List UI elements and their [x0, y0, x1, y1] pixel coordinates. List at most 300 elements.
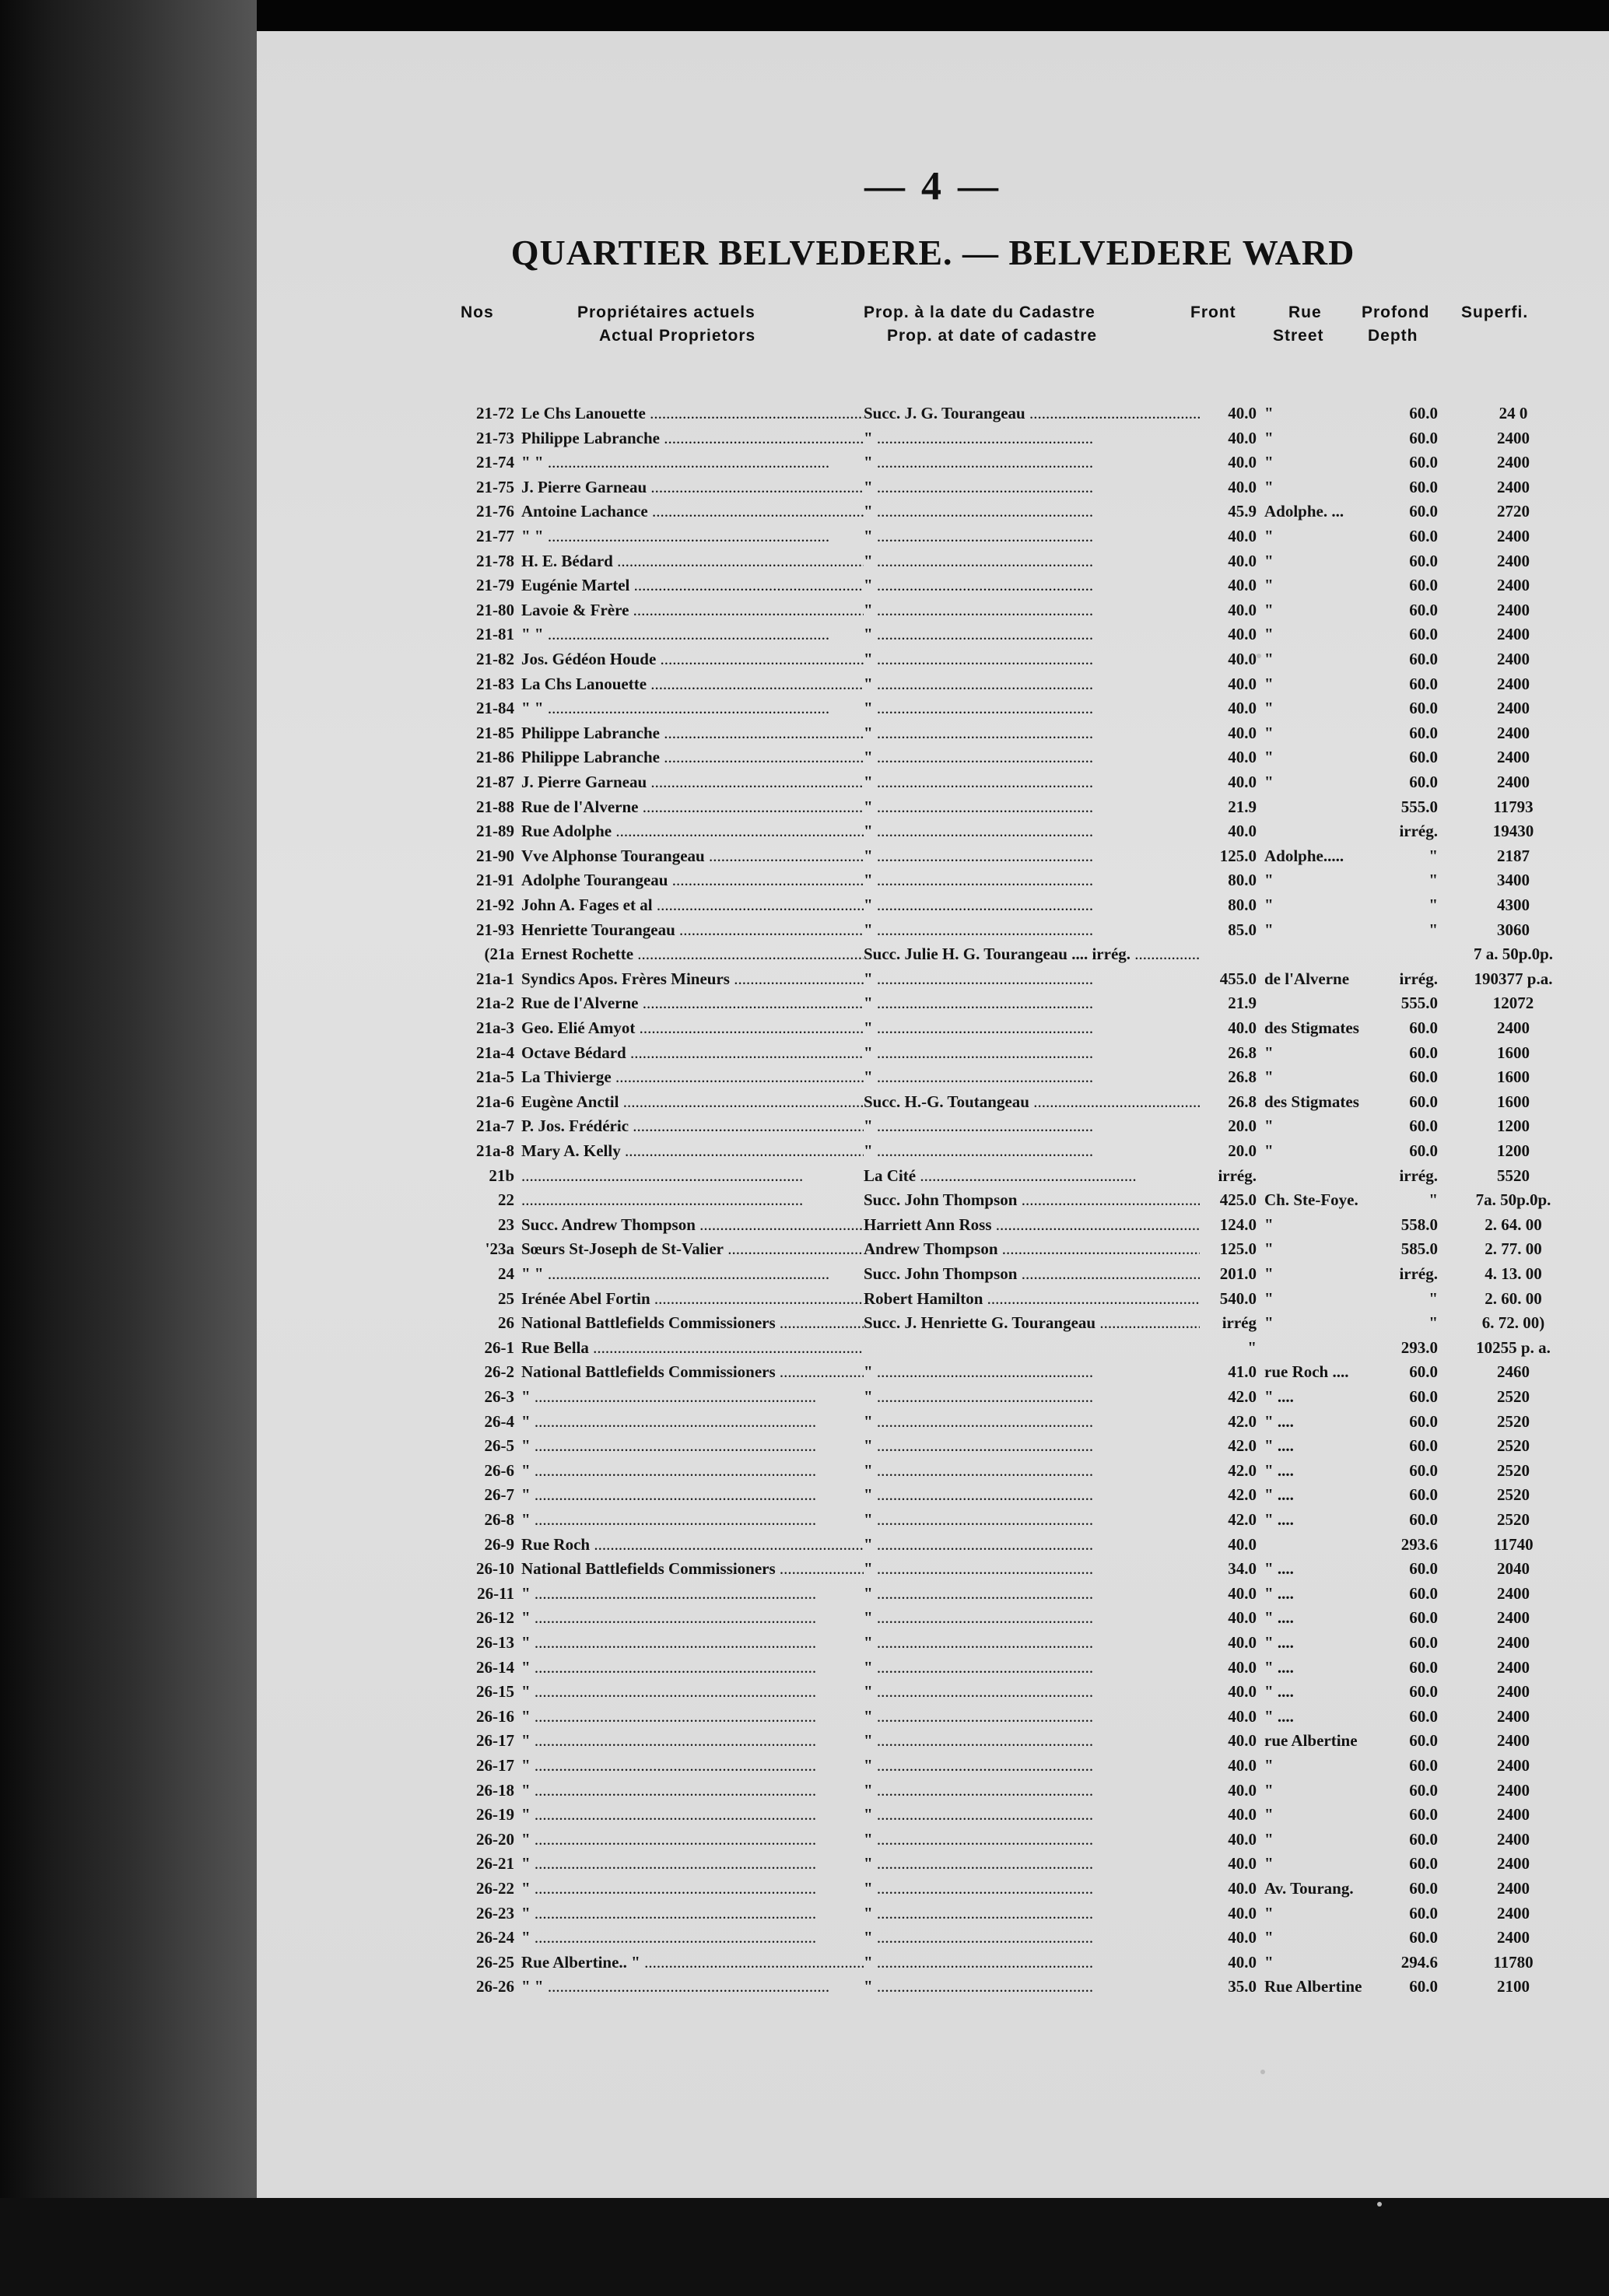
surface-area: 2520: [1497, 1460, 1530, 1480]
lot-number: 26-9: [484, 1534, 514, 1554]
front-measure: 26.8: [1228, 1043, 1257, 1062]
front-measure: 40.0: [1228, 822, 1257, 841]
table-row: [257, 1164, 1609, 1188]
front-measure: 40.0: [1228, 551, 1257, 570]
front-measure: 40.0: [1228, 723, 1257, 742]
street-name: ": [1264, 527, 1274, 545]
depth-measure: 60.0: [1409, 1460, 1438, 1480]
current-owner: " " .....: [521, 1975, 864, 1999]
current-owner: Sœurs St-Joseph de St-Valier .....: [521, 1237, 864, 1261]
cadastre-owner: " .....: [864, 1926, 1200, 1950]
lot-number: 26-1: [484, 1337, 514, 1357]
current-owner: Rue de l'Alverne .....: [521, 991, 864, 1015]
cadastre-owner: La Cité .....: [864, 1164, 1200, 1188]
surface-area: 2. 77. 00: [1485, 1239, 1542, 1259]
current-owner: " .....: [521, 1729, 864, 1753]
cadastre-owner: " .....: [864, 1041, 1200, 1065]
lot-number: 21-91: [476, 871, 514, 890]
front-measure: 540.0: [1219, 1288, 1257, 1308]
table-row: [257, 1213, 1609, 1237]
lot-number: 21-74: [476, 453, 514, 472]
current-owner: Irénée Abel Fortin .....: [521, 1287, 864, 1311]
lot-number: 26-3: [484, 1387, 514, 1406]
cadastre-owner: Succ. Julie H. G. Tourangeau .... irrég. .....: [864, 942, 1200, 966]
lot-number: 23: [498, 1215, 514, 1234]
cadastre-owner: " .....: [864, 721, 1200, 745]
table-row: [257, 819, 1609, 843]
table-row: [257, 918, 1609, 942]
surface-area: 2520: [1497, 1485, 1530, 1505]
surface-area: 11793: [1493, 797, 1534, 816]
lot-number: 21-93: [476, 920, 514, 939]
table-row: [257, 1606, 1609, 1630]
front-measure: 40.0: [1228, 1018, 1257, 1037]
lot-number: (21a: [484, 945, 514, 964]
current-owner: Lavoie & Frère .....: [521, 598, 864, 622]
street-name: " ....: [1264, 1559, 1294, 1579]
table-row: [257, 1631, 1609, 1655]
lot-number: 21-84: [476, 699, 514, 718]
depth-measure: 60.0: [1409, 1633, 1438, 1652]
current-owner: Octave Bédard .....: [521, 1041, 864, 1065]
front-measure: 34.0: [1228, 1559, 1257, 1579]
table-row: [257, 1410, 1609, 1434]
street-name: " ....: [1264, 1633, 1294, 1652]
depth-measure: 60.0: [1409, 699, 1438, 718]
table-row: [257, 1336, 1609, 1360]
street-name: " ....: [1264, 1411, 1294, 1431]
current-owner: Geo. Elié Amyot .....: [521, 1016, 864, 1040]
scan-speck: [1377, 2202, 1382, 2207]
depth-measure: 558.0: [1400, 1215, 1438, 1234]
table-row: [257, 745, 1609, 769]
current-owner: Syndics Apos. Frères Mineurs .....: [521, 967, 864, 991]
front-measure: 40.0: [1228, 1706, 1257, 1726]
surface-area: 2520: [1497, 1510, 1530, 1529]
lot-number: 26-20: [476, 1829, 514, 1849]
street-name: ": [1264, 1313, 1274, 1333]
surface-area: 11780: [1493, 1952, 1534, 1972]
surface-area: 2400: [1497, 1879, 1530, 1898]
lot-number: 21a-8: [476, 1141, 514, 1160]
header-nos: Nos: [461, 303, 494, 321]
street-name: ": [1264, 1141, 1274, 1160]
depth-measure: irrég.: [1399, 969, 1438, 988]
depth-measure: 60.0: [1409, 1682, 1438, 1702]
front-measure: 40.0: [1228, 477, 1257, 496]
depth-measure: 60.0: [1409, 1583, 1438, 1603]
current-owner: Eugène Anctil .....: [521, 1090, 864, 1114]
lot-number: 21-92: [476, 896, 514, 914]
current-owner: Philippe Labranche .....: [521, 426, 864, 450]
depth-measure: 60.0: [1409, 1362, 1438, 1382]
current-owner: " .....: [521, 1877, 864, 1901]
cadastre-owner: " .....: [864, 1410, 1200, 1434]
lot-number: 26: [498, 1313, 514, 1333]
lot-number: 21-72: [476, 404, 514, 422]
depth-measure: 60.0: [1409, 1780, 1438, 1800]
cadastre-owner: " .....: [864, 1114, 1200, 1138]
surface-area: 2400: [1497, 1805, 1530, 1825]
front-measure: ": [1247, 1337, 1257, 1357]
cadastre-owner: " .....: [864, 1016, 1200, 1040]
street-name: ": [1264, 699, 1274, 718]
table-row: [257, 1729, 1609, 1753]
lot-number: 21-87: [476, 773, 514, 791]
table-row: [257, 475, 1609, 500]
lot-number: 26-7: [484, 1485, 514, 1505]
current-owner: Rue Bella .....: [521, 1336, 864, 1360]
table-row: [257, 1557, 1609, 1581]
current-owner: Ernest Rochette .....: [521, 942, 864, 966]
front-measure: 40.0: [1228, 625, 1257, 644]
front-measure: 41.0: [1228, 1362, 1257, 1382]
street-name: ": [1264, 625, 1274, 644]
current-owner: J. Pierre Garneau .....: [521, 770, 864, 794]
front-measure: 40.0: [1228, 1780, 1257, 1800]
surface-area: 190377 p.a.: [1474, 969, 1553, 988]
table-row: [257, 991, 1609, 1015]
depth-measure: 60.0: [1409, 1756, 1438, 1775]
cadastre-owner: " .....: [864, 967, 1200, 991]
current-owner: National Battlefields Commissioners .....: [521, 1311, 864, 1335]
cadastre-owner: " .....: [864, 1828, 1200, 1852]
cadastre-owner: " .....: [864, 1779, 1200, 1803]
cadastre-owner: " .....: [864, 1852, 1200, 1876]
cadastre-owner: " .....: [864, 1975, 1200, 1999]
depth-measure: irrég.: [1399, 822, 1438, 841]
cadastre-owner: " .....: [864, 426, 1200, 450]
front-measure: 40.0: [1228, 1682, 1257, 1702]
lot-number: 26-22: [476, 1879, 514, 1898]
street-name: ": [1264, 871, 1274, 890]
surface-area: 2400: [1497, 551, 1530, 570]
current-owner: J. Pierre Garneau .....: [521, 475, 864, 500]
header-depth-fr: Profond: [1362, 303, 1430, 321]
table-row: [257, 967, 1609, 991]
header-prop-fr: Prop. à la date du Cadastre: [864, 303, 1095, 321]
surface-area: 1200: [1497, 1141, 1530, 1160]
table-row: [257, 1828, 1609, 1852]
lot-number: 21-76: [476, 502, 514, 521]
cadastre-owner: " .....: [864, 770, 1200, 794]
surface-area: 2400: [1497, 1018, 1530, 1037]
current-owner: " .....: [521, 1902, 864, 1926]
front-measure: 124.0: [1219, 1215, 1257, 1234]
depth-measure: 60.0: [1409, 625, 1438, 644]
current-owner: " .....: [521, 1410, 864, 1434]
lot-number: 26-18: [476, 1780, 514, 1800]
depth-measure: 60.0: [1409, 1510, 1438, 1529]
lot-number: 21a-4: [476, 1043, 514, 1062]
current-owner: " .....: [521, 1606, 864, 1630]
street-name: " ....: [1264, 1510, 1294, 1529]
table-row: [257, 1434, 1609, 1458]
depth-measure: 60.0: [1409, 1387, 1438, 1406]
cadastre-owner: " .....: [864, 1459, 1200, 1483]
front-measure: 425.0: [1219, 1190, 1257, 1210]
table-row: [257, 1090, 1609, 1114]
front-measure: 40.0: [1228, 428, 1257, 447]
depth-measure: 60.0: [1409, 1018, 1438, 1037]
table-row: [257, 721, 1609, 745]
cadastre-owner: " .....: [864, 844, 1200, 868]
current-owner: Philippe Labranche .....: [521, 745, 864, 769]
front-measure: 21.9: [1228, 797, 1257, 816]
surface-area: 4. 13. 00: [1485, 1264, 1542, 1283]
lot-number: 26-17: [476, 1731, 514, 1751]
front-measure: 80.0: [1228, 871, 1257, 890]
table-row: [257, 770, 1609, 794]
cadastre-owner: Harriett Ann Ross .....: [864, 1213, 1200, 1237]
lot-number: 26-12: [476, 1608, 514, 1628]
cadastre-owner: " .....: [864, 1680, 1200, 1704]
cadastre-owner: Succ. John Thompson .....: [864, 1188, 1200, 1212]
lot-number: 21-90: [476, 846, 514, 865]
depth-measure: 293.6: [1400, 1534, 1438, 1554]
surface-area: 2400: [1497, 1682, 1530, 1702]
surface-area: 2400: [1497, 1706, 1530, 1726]
depth-measure: ": [1428, 846, 1438, 865]
depth-measure: 60.0: [1409, 1657, 1438, 1677]
depth-measure: 555.0: [1400, 797, 1438, 816]
lot-number: 24: [498, 1264, 514, 1283]
cadastre-owner: " .....: [864, 1902, 1200, 1926]
depth-measure: 60.0: [1409, 1043, 1438, 1062]
current-owner: " .....: [521, 1803, 864, 1827]
front-measure: 42.0: [1228, 1510, 1257, 1529]
front-measure: 85.0: [1228, 920, 1257, 939]
table-row: [257, 1385, 1609, 1409]
cadastre-owner: " .....: [864, 475, 1200, 500]
front-measure: 40.0: [1228, 1633, 1257, 1652]
cadastre-owner: Succ. J. Henriette G. Tourangeau .....: [864, 1311, 1200, 1335]
current-owner: " .....: [521, 1582, 864, 1606]
cadastre-owner: " .....: [864, 991, 1200, 1015]
lot-number: 21-75: [476, 477, 514, 496]
front-measure: 26.8: [1228, 1092, 1257, 1111]
street-name: ": [1264, 1780, 1274, 1800]
depth-measure: ": [1428, 1288, 1438, 1308]
depth-measure: 60.0: [1409, 502, 1438, 521]
page-number: — 4 —: [864, 164, 1001, 209]
front-measure: 40.0: [1228, 600, 1257, 619]
surface-area: 12072: [1492, 994, 1534, 1013]
cadastre-owner: " .....: [864, 1803, 1200, 1827]
street-name: ": [1264, 723, 1274, 742]
table-row: [257, 401, 1609, 426]
cadastre-owner: " .....: [864, 622, 1200, 647]
table-row: [257, 868, 1609, 892]
front-measure: 40.0: [1228, 1854, 1257, 1874]
front-measure: irrég.: [1218, 1166, 1257, 1185]
current-owner: " .....: [521, 1828, 864, 1852]
table-row: [257, 1852, 1609, 1876]
street-name: Adolphe. ...: [1264, 502, 1344, 521]
surface-area: 2400: [1497, 1633, 1530, 1652]
table-row: [257, 893, 1609, 917]
street-name: ": [1264, 1805, 1274, 1825]
current-owner: La Thivierge .....: [521, 1065, 864, 1089]
header-street-fr: Rue: [1288, 303, 1322, 321]
table-row: [257, 1311, 1609, 1335]
current-owner: National Battlefields Commissioners .....: [521, 1360, 864, 1384]
surface-area: 2400: [1497, 625, 1530, 644]
cadastre-owner: " .....: [864, 1877, 1200, 1901]
current-owner: H. E. Bédard .....: [521, 549, 864, 573]
depth-measure: 60.0: [1409, 1411, 1438, 1431]
surface-area: 2400: [1497, 1854, 1530, 1874]
table-row: [257, 1262, 1609, 1286]
table-row: [257, 1114, 1609, 1138]
table-row: [257, 1680, 1609, 1704]
surface-area: 2400: [1497, 773, 1530, 791]
lot-number: 21-83: [476, 674, 514, 693]
cadastre-owner: " .....: [864, 1483, 1200, 1507]
cadastre-owner: " .....: [864, 1434, 1200, 1458]
surface-area: 2520: [1497, 1387, 1530, 1406]
lot-number: 21-77: [476, 527, 514, 545]
table-row: [257, 1508, 1609, 1532]
cadastre-owner: " .....: [864, 450, 1200, 475]
header-street-en: Street: [1273, 327, 1324, 345]
front-measure: 45.9: [1228, 502, 1257, 521]
cadastre-owner: " .....: [864, 1729, 1200, 1753]
table-row: [257, 672, 1609, 696]
depth-measure: ": [1428, 871, 1438, 890]
street-name: ": [1264, 551, 1274, 570]
table-row: [257, 1041, 1609, 1065]
surface-area: 2400: [1497, 1903, 1530, 1923]
scan-border-bottom: [0, 2198, 1609, 2296]
table-row: [257, 1902, 1609, 1926]
cadastre-owner: " .....: [864, 795, 1200, 819]
depth-measure: 60.0: [1409, 600, 1438, 619]
lot-number: 21a-7: [476, 1116, 514, 1136]
street-name: rue Roch ....: [1264, 1362, 1349, 1382]
street-name: ": [1264, 1903, 1274, 1923]
table-row: [257, 1483, 1609, 1507]
lot-number: 21-73: [476, 428, 514, 447]
table-row: [257, 450, 1609, 475]
table-row: [257, 573, 1609, 598]
surface-area: 10255 p. a.: [1476, 1337, 1551, 1357]
front-measure: 40.0: [1228, 1903, 1257, 1923]
depth-measure: 60.0: [1409, 1092, 1438, 1111]
street-name: ": [1264, 600, 1274, 619]
street-name: ": [1264, 1043, 1274, 1062]
lot-number: 21-80: [476, 600, 514, 619]
lot-number: 21-89: [476, 822, 514, 841]
current-owner: National Battlefields Commissioners .....: [521, 1557, 864, 1581]
depth-measure: 60.0: [1409, 551, 1438, 570]
street-name: ": [1264, 1215, 1274, 1234]
table-row: [257, 1065, 1609, 1089]
front-measure: 21.9: [1228, 994, 1257, 1013]
street-name: Ch. Ste-Foye.: [1264, 1190, 1358, 1210]
street-name: " ....: [1264, 1485, 1294, 1505]
depth-measure: ": [1428, 1313, 1438, 1333]
table-row: [257, 844, 1609, 868]
street-name: " ....: [1264, 1608, 1294, 1628]
street-name: rue Albertine: [1264, 1731, 1358, 1751]
surface-area: 2400: [1497, 1756, 1530, 1775]
table-row: [257, 1779, 1609, 1803]
lot-number: 26-17: [476, 1756, 514, 1775]
current-owner: Succ. Andrew Thompson .....: [521, 1213, 864, 1237]
surface-area: 2400: [1497, 527, 1530, 545]
street-name: Rue Albertine: [1264, 1977, 1362, 1996]
current-owner: John A. Fages et al .....: [521, 893, 864, 917]
current-owner: " .....: [521, 1434, 864, 1458]
cadastre-owner: " .....: [864, 573, 1200, 598]
surface-area: 11740: [1493, 1534, 1534, 1554]
front-measure: 42.0: [1228, 1485, 1257, 1505]
current-owner: Antoine Lachance .....: [521, 500, 864, 524]
lot-number: 21-86: [476, 748, 514, 767]
street-name: Av. Tourang.: [1264, 1879, 1354, 1898]
cadastre-owner: " .....: [864, 524, 1200, 549]
current-owner: [521, 1188, 864, 1212]
current-owner: Henriette Tourangeau .....: [521, 918, 864, 942]
surface-area: 1200: [1497, 1116, 1530, 1136]
front-measure: 42.0: [1228, 1387, 1257, 1406]
current-owner: Philippe Labranche .....: [521, 721, 864, 745]
depth-measure: 60.0: [1409, 773, 1438, 791]
table-row: [257, 1016, 1609, 1040]
cadastre-owner: " .....: [864, 647, 1200, 671]
surface-area: 2720: [1497, 502, 1530, 521]
front-measure: 40.0: [1228, 674, 1257, 693]
lot-number: 26-10: [476, 1559, 514, 1579]
front-measure: 40.0: [1228, 1805, 1257, 1825]
surface-area: 1600: [1497, 1092, 1530, 1111]
street-name: ": [1264, 477, 1274, 496]
street-name: ": [1264, 1854, 1274, 1874]
front-measure: 35.0: [1228, 1977, 1257, 1996]
cadastre-owner: " .....: [864, 696, 1200, 720]
depth-measure: 60.0: [1409, 1805, 1438, 1825]
street-name: ": [1264, 428, 1274, 447]
lot-number: 26-5: [484, 1436, 514, 1456]
front-measure: 40.0: [1228, 527, 1257, 545]
current-owner: Rue Roch .....: [521, 1533, 864, 1557]
lot-number: 21a-5: [476, 1067, 514, 1087]
surface-area: 2400: [1497, 1928, 1530, 1947]
cadastre-owner: " .....: [864, 819, 1200, 843]
lot-number: 26-25: [476, 1952, 514, 1972]
front-measure: 40.0: [1228, 1731, 1257, 1751]
lot-number: 25: [498, 1288, 514, 1308]
front-measure: 40.0: [1228, 1756, 1257, 1775]
table-row: [257, 1533, 1609, 1557]
table-row: [257, 1582, 1609, 1606]
current-owner: " .....: [521, 1459, 864, 1483]
cadastre-owner: " .....: [864, 1557, 1200, 1581]
depth-measure: 60.0: [1409, 1829, 1438, 1849]
table-row: [257, 1360, 1609, 1384]
depth-measure: 60.0: [1409, 1141, 1438, 1160]
street-name: ": [1264, 1829, 1274, 1849]
table-row: [257, 1188, 1609, 1212]
depth-measure: 60.0: [1409, 1903, 1438, 1923]
depth-measure: 60.0: [1409, 1879, 1438, 1898]
surface-area: 2400: [1497, 748, 1530, 767]
current-owner: " .....: [521, 1926, 864, 1950]
street-name: des Stigmates: [1264, 1092, 1359, 1111]
front-measure: 40.0: [1228, 453, 1257, 472]
surface-area: 2400: [1497, 1829, 1530, 1849]
